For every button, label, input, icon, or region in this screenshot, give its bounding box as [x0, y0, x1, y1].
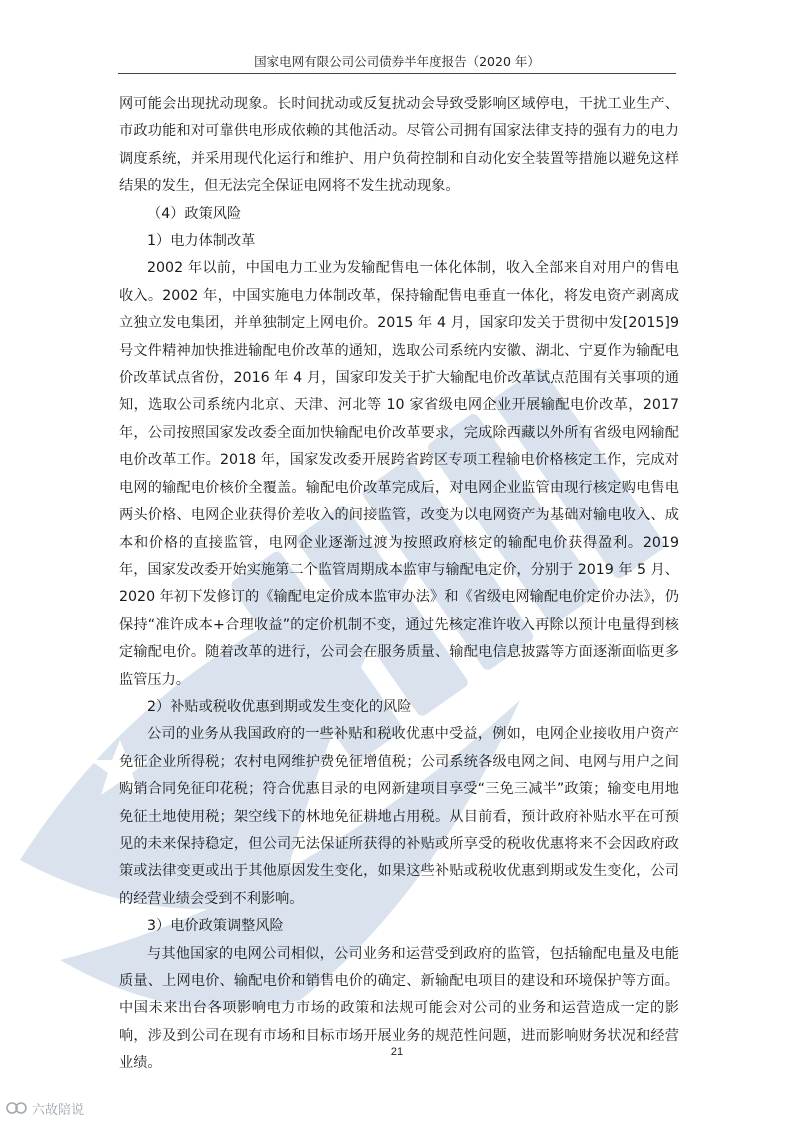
brand-text: 六故陪说	[32, 1102, 85, 1118]
paragraph-price-policy: 与其他国家的电网公司相似，公司业务和运营受到政府的监管，包括输配电量及电能质量、上网电价、输配电价和销售电价的确定、新输配电项目的建设和环境保护等方面。中国未来出台各项影响电力市场的政策和法规可能会对公司的业务和运营造成一定的影响，涉及到公司在现有市场和目标市场开展业务的规范性问题，进而影响财务状况和经营业绩。	[119, 945, 679, 1072]
subsection-heading-price-policy: 3）电价政策调整风险	[147, 918, 284, 935]
subsection-heading-subsidy-risk: 2）补贴或税收优惠到期或发生变化的风险	[147, 698, 412, 715]
body-text	[119, 91, 679, 1078]
brand-watermark	[6, 1098, 84, 1118]
brand-logo-icon	[6, 1100, 28, 1116]
paragraph-power-reform: 2002 年以前，中国电力工业为发输配售电一体化体制，收入全部来自对用户的售电收入。2002 年，中国实施电力体制改革，保持输配售电垂直一体化，将发电资产剥离成立独立发电集团，并单独制定上网电价。2015 年 4 月，国家印发关于贯彻中发[2015]9 号文件精神加快推进输配电价改革的通知，选取公司系统内安徽、湖北、宁夏作为输配电价改革试点省份，2016 年 4 月，国家印发关于扩大输配电价改革试点范围有关事项的通知，选取公司系统内北京、天津、河北等 10 家省级电网企业开展输配电价改革，2017 年，公司按照国家发改委全面加快输配电价改革要求，完成除西藏以外所有省级电网输配电价改革工作。2018 年，国家发改委开展跨省跨区专项工程输电价格核定工作，完成对电网的输配电价核价全覆盖。输配电价改革完成后，对电网企业监管由现行核定购电售电两头价格、电网企业获得价差收入的间接监管，改变为以电网资产为基础对输电收入、成本和价格的直接监管，电网企业逐渐过渡为按照政府核定的输配电价获得盈利。2019 年，国家发改委开始实施第二个监管周期成本监审与输配电定价，分别于 2019 年 5 月、2020 年初下发修订的《输配电定价成本监审办法》和《省级电网输配电价定价办法》，仍保持“准许成本+合理收益”的定价机制不变，通过先核定准许收入再除以预计电量得到核定输配电价。随着改革的进行，公司会在服务质量、输配电信息披露等方面逐渐面临更多监管压力。	[119, 260, 679, 688]
header-divider	[118, 73, 676, 74]
subsection-heading-power-reform: 1）电力体制改革	[147, 233, 256, 250]
page-number: 21	[390, 1046, 404, 1058]
section-heading-policy-risk: （4）政策风险	[147, 205, 242, 222]
paragraph-subsidy-risk: 公司的业务从我国政府的一些补贴和税收优惠中受益，例如，电网企业接收用户资产免征企业所得税；农村电网维护费免征增值税；公司系统各级电网之间、电网与用户之间购销合同免征印花税；符合优惠目录的电网新建项目享受“三免三减半”政策；输变电用地免征土地使用税；架空线下的林地免征耕地占用税。从目前看，预计政府补贴水平在可预见的未来保持稳定，但公司无法保证所获得的补贴或所享受的税收优惠将来不会因政府政策或法律变更或出于其他原因发生变化，如果这些补贴或税收优惠到期或发生变化，公司的经营业绩会受到不利影响。	[119, 726, 679, 907]
page-header: 国家电网有限公司公司债券半年度报告（2020 年）	[254, 54, 540, 69]
paragraph-continuation: 网可能会出现扰动现象。长时间扰动或反复扰动会导致受影响区域停电，干扰工业生产、市政功能和对可靠供电形成依赖的其他活动。尽管公司拥有国家法律支持的强有力的电力调度系统，并采用现代化运行和维护、用户负荷控制和自动化安全装置等措施以避免这样结果的发生，但无法完全保证电网将不发生扰动现象。	[119, 96, 679, 195]
